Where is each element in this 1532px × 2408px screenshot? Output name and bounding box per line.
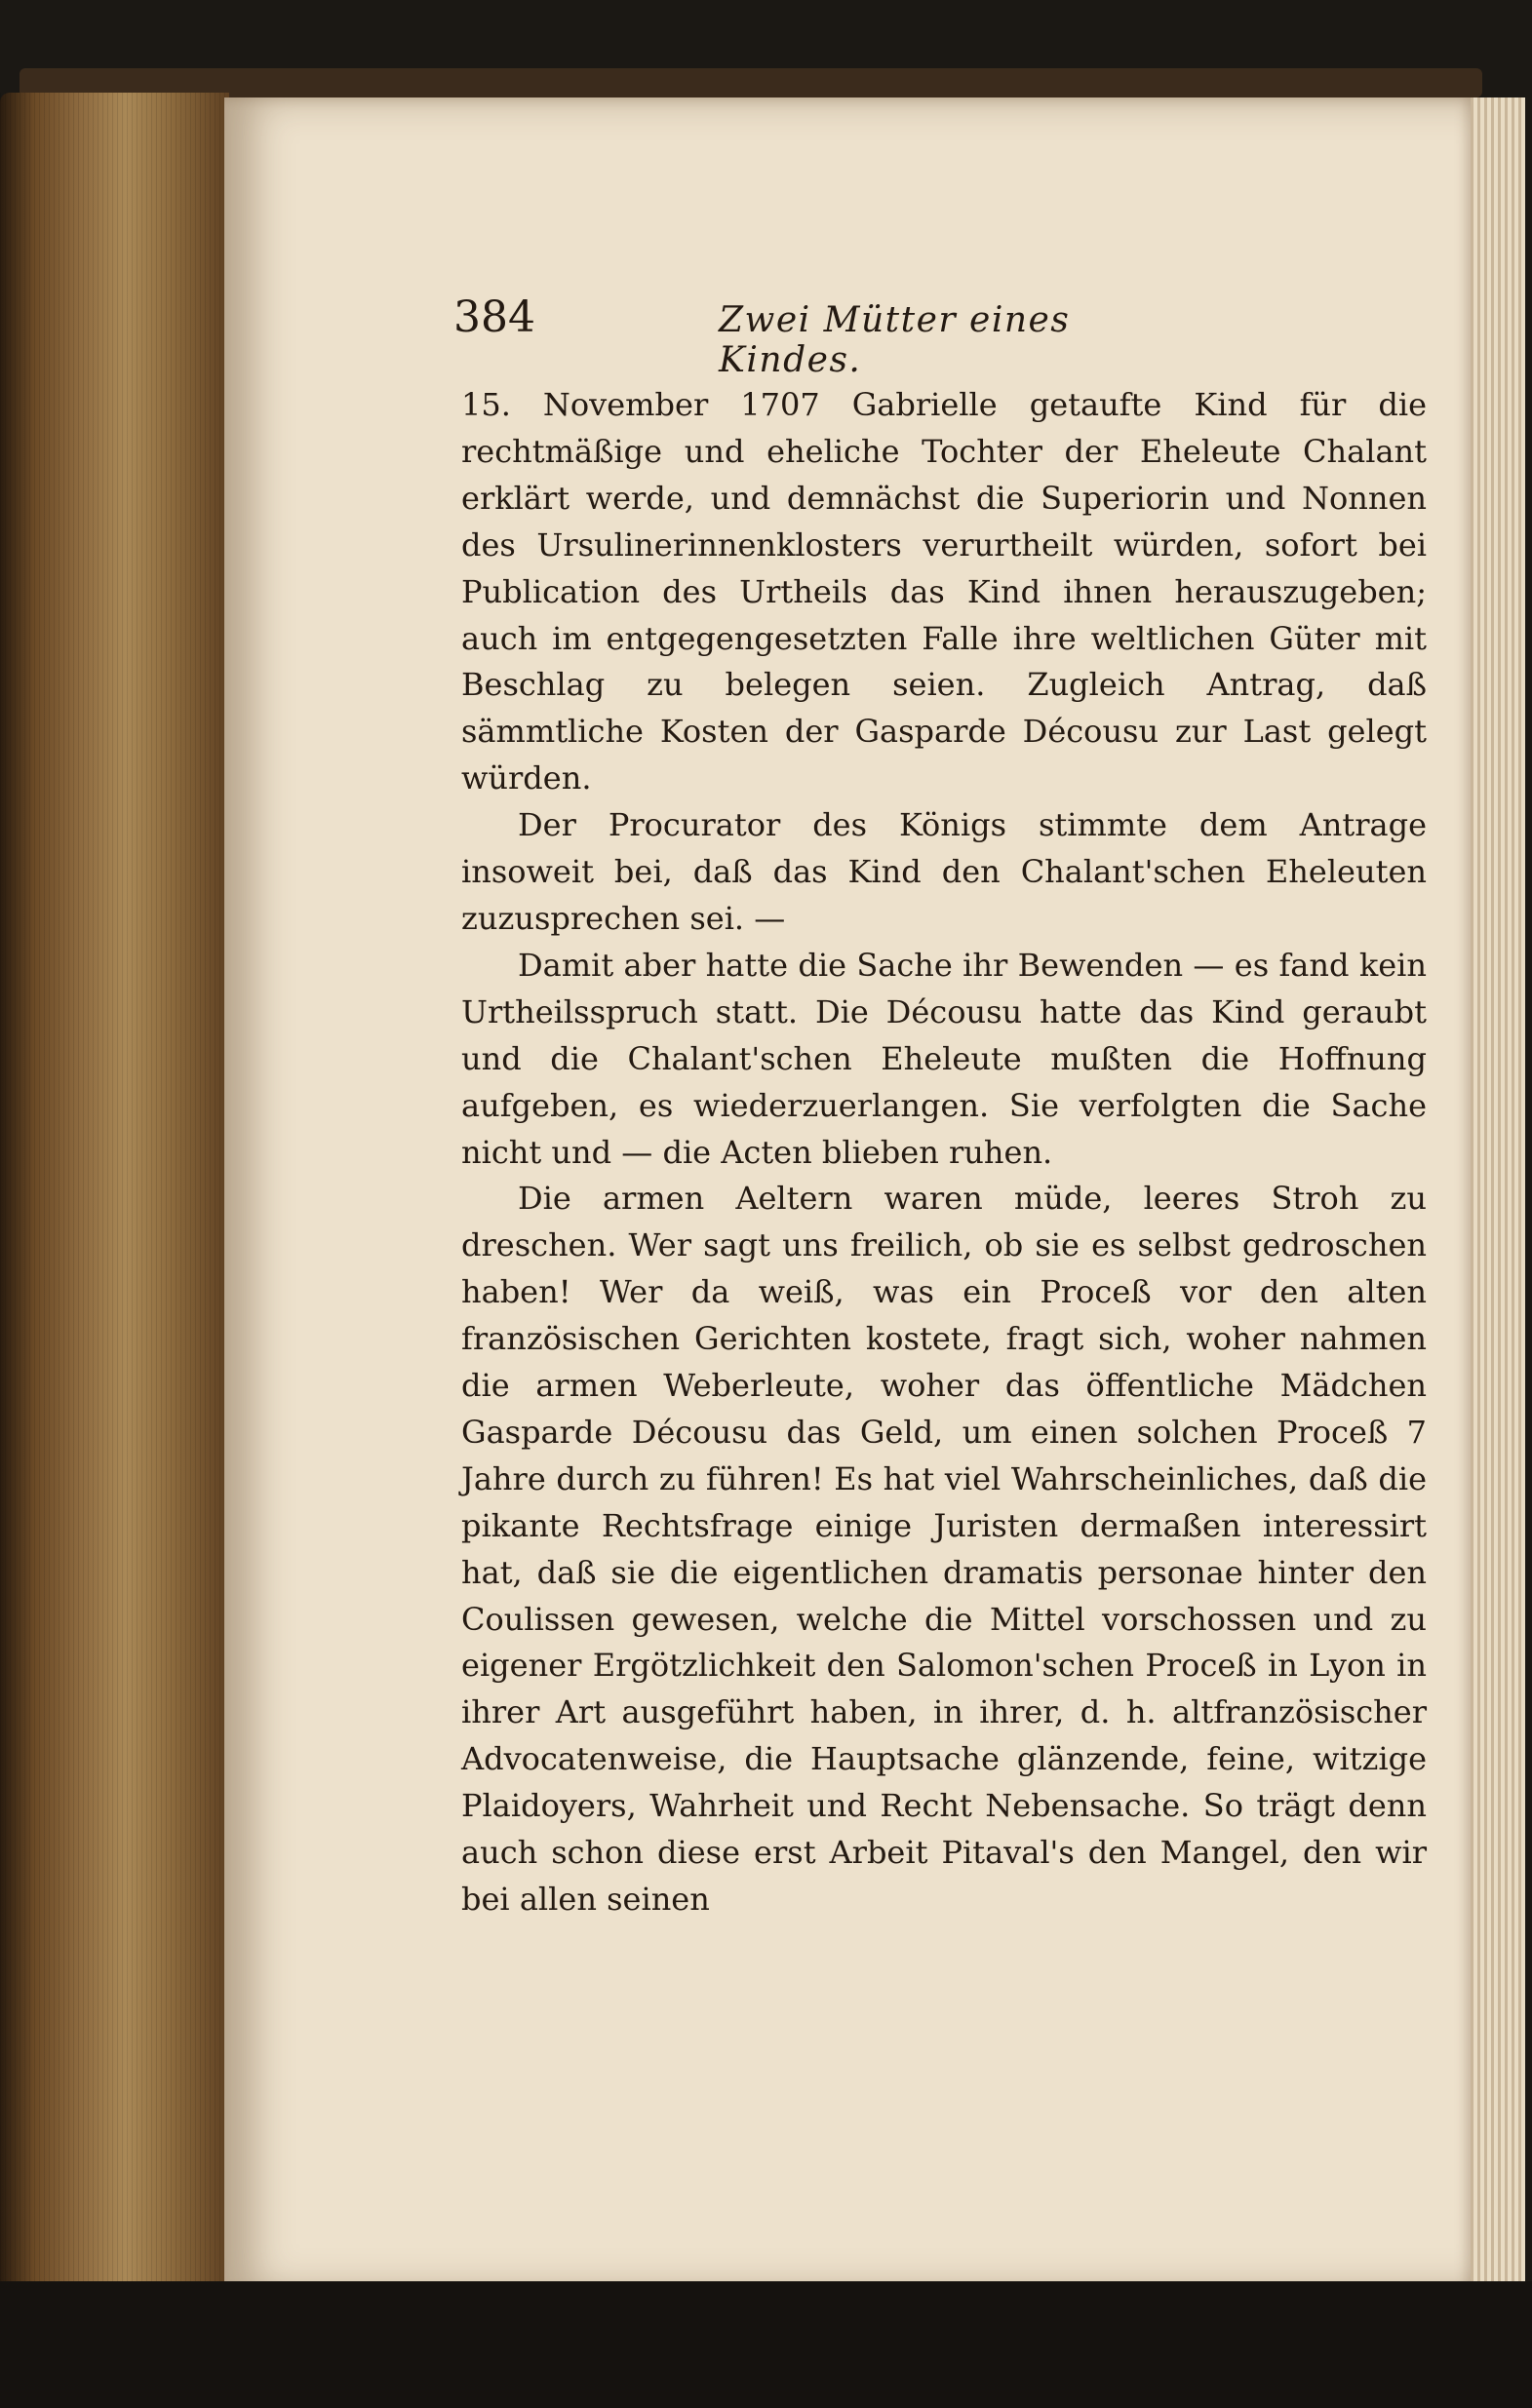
body-text xyxy=(461,382,1427,1923)
paragraph: Die armen Aeltern waren müde, leeres Stroh zu dreschen. Wer sagt uns freilich, ob sie es selbst gedroschen haben! Wer da weiß, was ein Proceß vor den alten französischen Gerichten kostete, fragt sich, woher nahmen die armen Weberleute, woher das öffentliche Mädchen Gasparde Décousu das Geld, um einen solchen Proceß 7 Jahre durch zu führen! Es hat viel Wahrscheinliches, daß die pikante Rechtsfrage einige Juristen dermaßen interessirt hat, daß sie die eigentlichen dramatis personae hinter den Coulissen gewesen, welche die Mittel vorschossen und zu eigener Ergötzlichkeit den Salomon'schen Proceß in Lyon in ihrer Art ausgeführt haben, in ihrer, d. h. altfranzösischer Advocatenweise, die Hauptsache glänzende, feine, witzige Plaidoyers, Wahrheit und Recht Nebensache. So trägt denn auch schon diese erst Arbeit Pitaval's den Mangel, den wir bei allen seinen xyxy=(461,1180,1427,1918)
scan-bottom-background xyxy=(0,2281,1532,2408)
page-number: 384 xyxy=(453,292,535,342)
right-page-stack xyxy=(1471,97,1525,2291)
running-title: Zwei Mütter eines Kindes. xyxy=(719,300,1071,380)
paragraph: Damit aber hatte die Sache ihr Bewenden — es fand kein Urtheilsspruch statt. Die Décousu hatte das Kind geraubt und die Chalant'schen Eheleute mußten die Hoffnung aufgeben, es wiederzuerlangen. Sie verfolgten die Sache nicht und — die Acten blieben ruhen. xyxy=(461,946,1427,1171)
page-header xyxy=(453,292,1214,380)
page-block-edge xyxy=(0,93,229,2296)
paragraph: Der Procurator des Königs stimmte dem Antrage insoweit bei, daß das Kind den Chalant'schen Eheleuten zuzusprechen sei. — xyxy=(461,806,1427,937)
paragraph: 15. November 1707 Gabrielle getaufte Kind für die rechtmäßige und eheliche Tochter der Eheleute Chalant erklärt werde, und demnächst die Superiorin und Nonnen des Ursulinerinnenklosters verurtheilt würden, sofort bei Publication des Urtheils das Kind ihnen herauszugeben; auch im entgegengesetzten Falle ihre weltlichen Güter mit Beschlag zu belegen seien. Zugleich Antrag, daß sämmtliche Kosten der Gasparde Décousu zur Last gelegt würden. xyxy=(461,386,1427,797)
book-cover-edge xyxy=(20,68,1482,97)
